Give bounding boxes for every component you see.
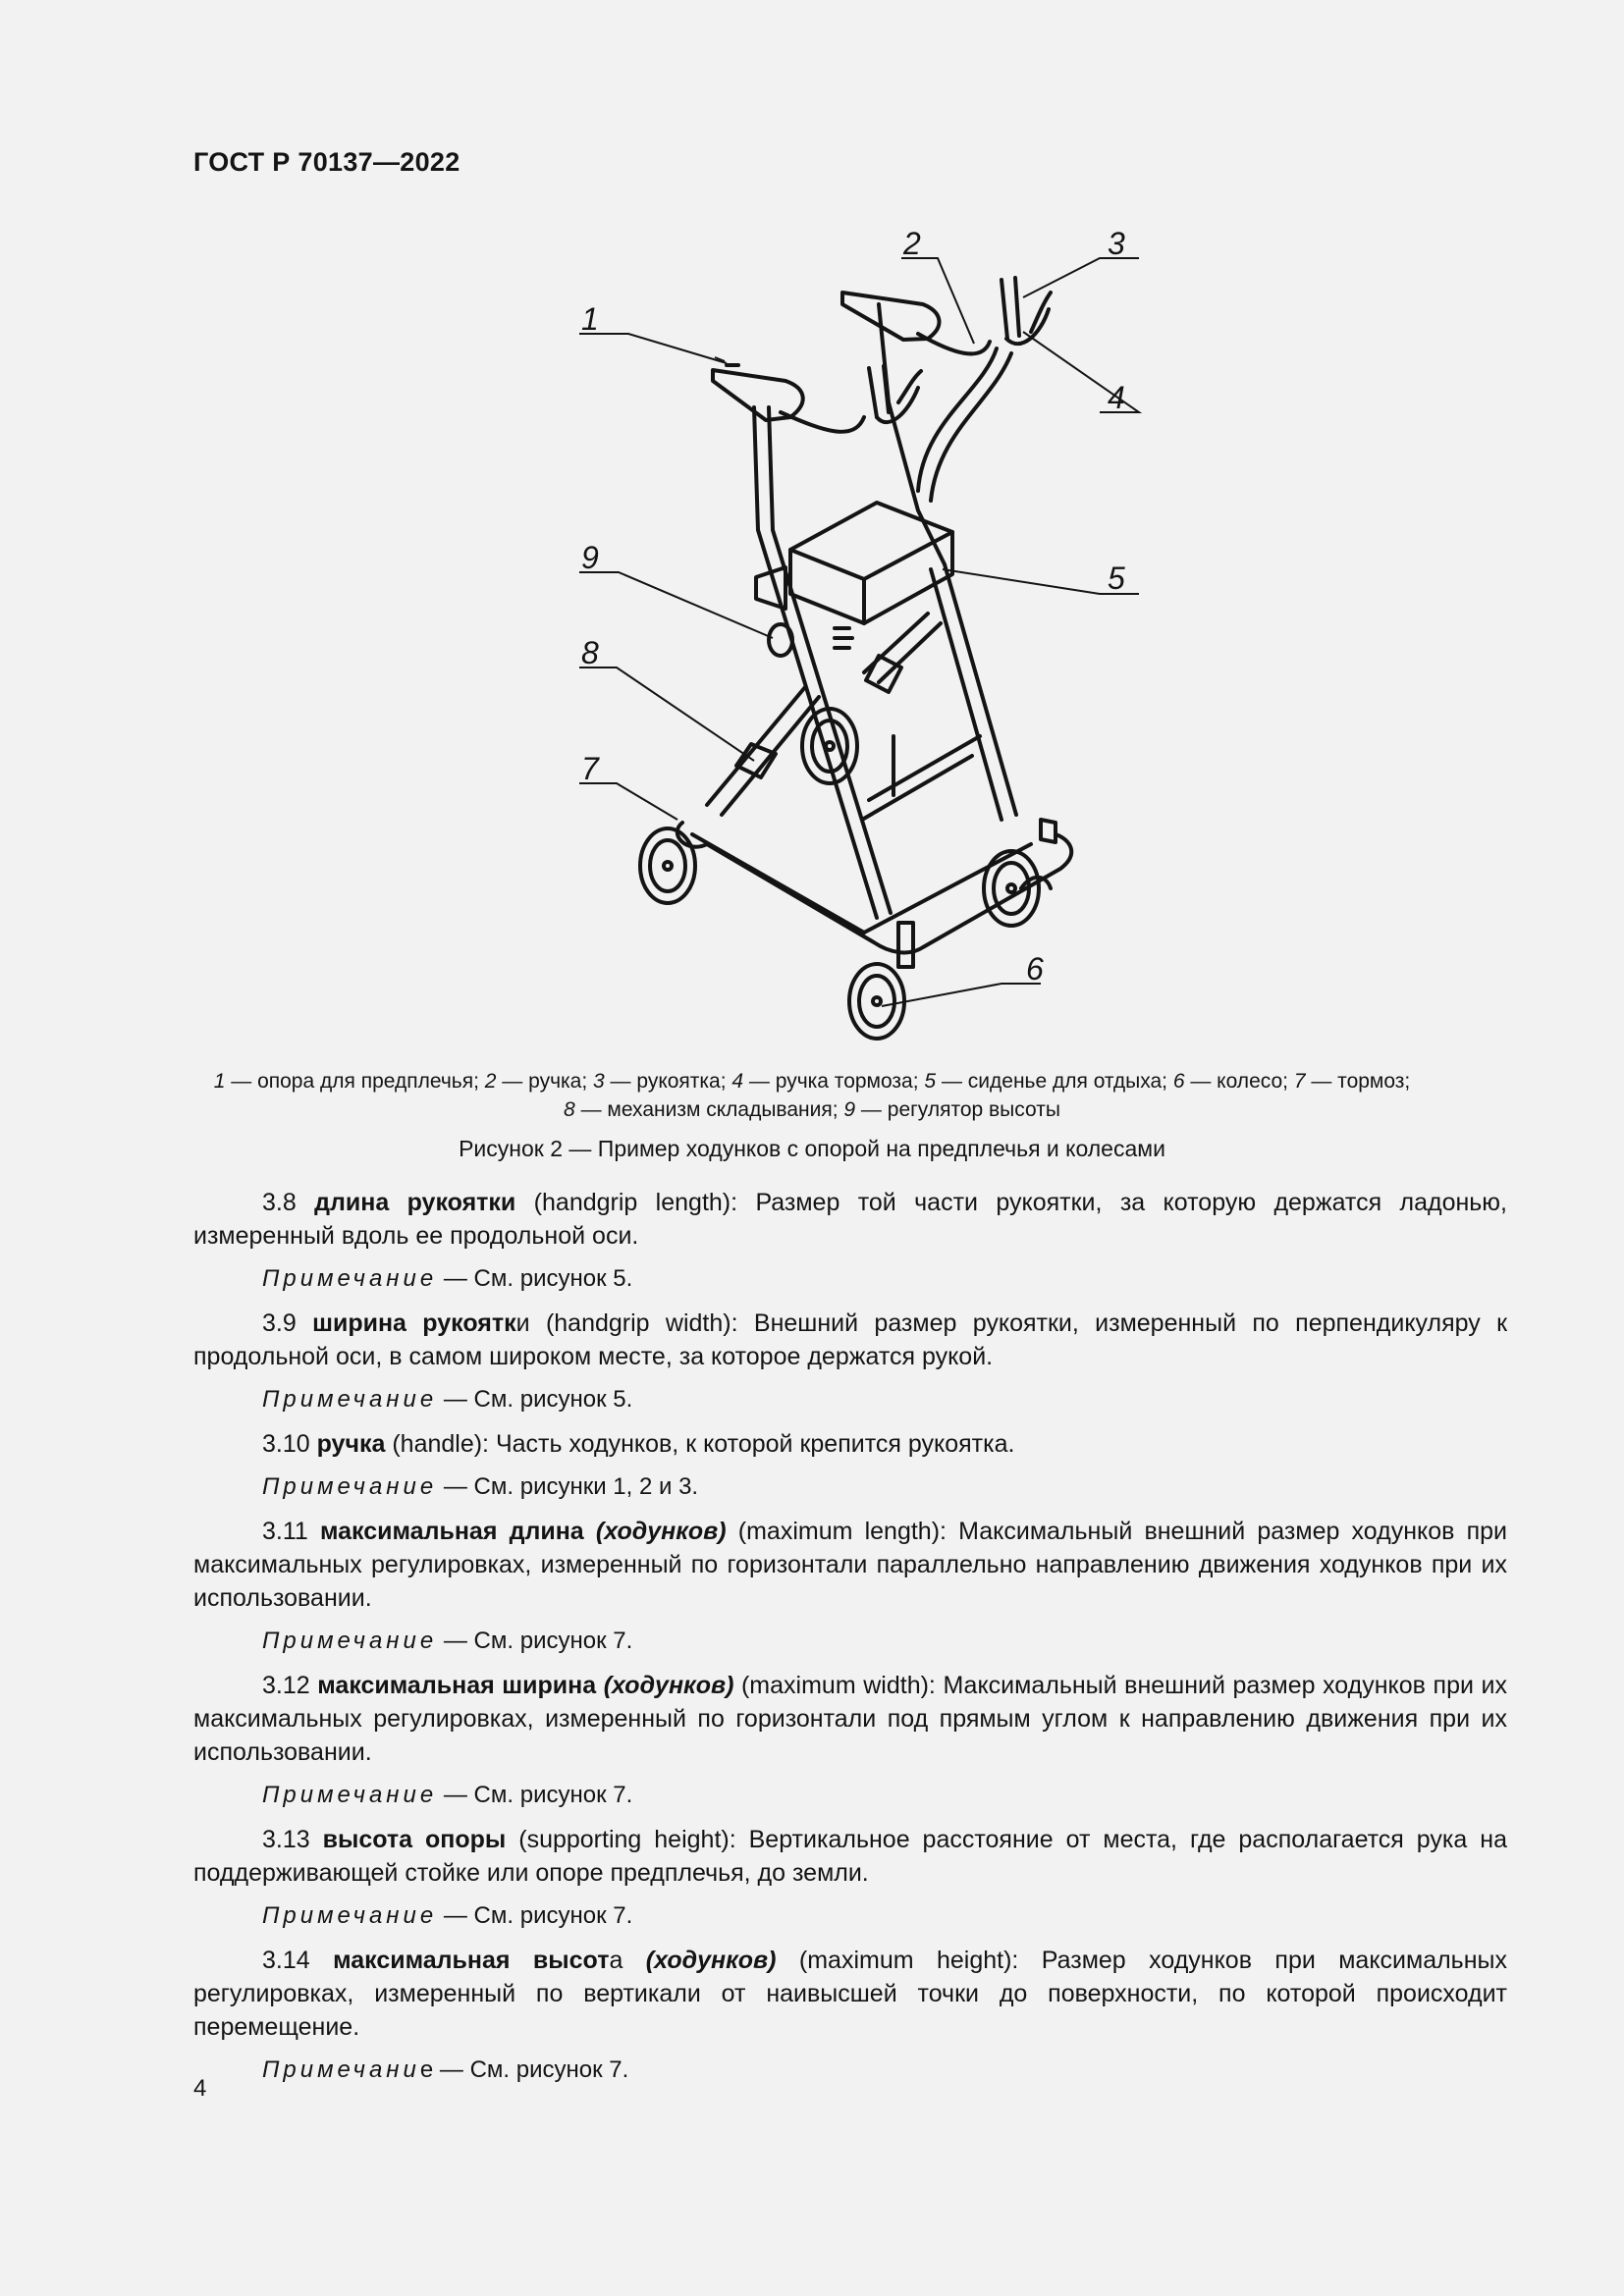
legend-num: 5 — [924, 1070, 937, 1093]
note — [262, 1262, 1507, 1296]
term-tail: и — [515, 1309, 530, 1337]
document-body — [193, 1186, 1507, 2098]
legend-text: — опора для предплечья; — [225, 1070, 485, 1093]
definition-paragraph — [193, 1669, 1507, 1769]
legend-num: 2 — [484, 1070, 497, 1093]
legend-num: 7 — [1293, 1070, 1306, 1093]
callout-7: 7 — [581, 751, 599, 786]
page-number: 4 — [193, 2075, 207, 2102]
definition-text: (supporting height): Вертикальное расстояние от места, где располагается рука на поддерживающей стойке или опоре предплечья, до земли. — [193, 1826, 1507, 1887]
callout-1: 1 — [581, 301, 599, 337]
legend-line-2 — [157, 1095, 1467, 1124]
term-qualifier: (ходунков) — [623, 1947, 777, 1974]
definition-paragraph — [193, 1823, 1507, 1890]
term: максимальная высот — [333, 1947, 610, 1974]
note-text: — См. рисунок 7. — [437, 1782, 633, 1808]
term: максимальная ширина — [317, 1672, 604, 1699]
document-header: ГОСТ Р 70137—2022 — [193, 147, 460, 177]
legend-text: — механизм складывания; — [574, 1098, 844, 1121]
note-text: — См. рисунок 7. — [437, 1902, 633, 1929]
section-number: 3.8 — [262, 1189, 315, 1216]
term: длина рукоятки — [314, 1189, 516, 1216]
callout-2: 2 — [903, 226, 921, 261]
note-text: — См. рисунки 1, 2 и 3. — [437, 1473, 699, 1500]
legend-text: — тормоз; — [1305, 1070, 1411, 1093]
note-label: Примечани — [262, 2056, 420, 2083]
legend-num: 3 — [593, 1070, 605, 1093]
note-label: Примечание — [262, 1265, 438, 1292]
note — [262, 1470, 1507, 1504]
legend-text: — ручка; — [496, 1070, 594, 1093]
legend-num: 4 — [731, 1070, 744, 1093]
legend-num: 6 — [1172, 1070, 1185, 1093]
note — [262, 2054, 1507, 2087]
term-tail: а — [609, 1947, 623, 1974]
note — [262, 1779, 1507, 1812]
legend-text: — сиденье для отдыха; — [936, 1070, 1173, 1093]
term: высота опоры — [322, 1826, 507, 1853]
note — [262, 1899, 1507, 1933]
term: ширина рукоятк — [312, 1309, 516, 1337]
note-label: Примечание — [262, 1782, 438, 1808]
term: максимальная длина — [319, 1518, 596, 1545]
note — [262, 1625, 1507, 1658]
callout-8: 8 — [581, 635, 599, 670]
note-text: — См. рисунок 7. — [433, 2056, 629, 2083]
definition-paragraph — [193, 1944, 1507, 2044]
legend-num: 8 — [564, 1098, 575, 1121]
definition-text: (maximum width): Максимальный внешний размер ходунков при их максимальных регулировках, измеренный по горизонтали под прямым углом к направлению движения при их использовании. — [193, 1672, 1507, 1766]
note-text: — См. рисунок 5. — [437, 1265, 633, 1292]
note-label: Примечание — [262, 1628, 438, 1654]
term-qualifier: (ходунков) — [603, 1672, 734, 1699]
note-label-tail: е — [419, 2056, 434, 2083]
section-number: 3.12 — [262, 1672, 318, 1699]
legend-num: 1 — [213, 1070, 226, 1093]
legend-line-1 — [157, 1067, 1467, 1095]
legend-text: — регулятор высоты — [855, 1098, 1060, 1121]
term-qualifier: (ходунков) — [595, 1518, 727, 1545]
definition-paragraph — [193, 1427, 1507, 1461]
callout-3: 3 — [1108, 226, 1125, 261]
definition-paragraph — [193, 1515, 1507, 1615]
definition-text: (maximum length): Максимальный внешний размер ходунков при максимальных регулировках, измеренный по горизонтали параллельно направлению движения ходунков при их использовании. — [193, 1518, 1508, 1612]
section-number: 3.11 — [262, 1518, 320, 1545]
callout-4: 4 — [1108, 380, 1125, 415]
section-number: 3.10 — [262, 1430, 317, 1458]
callout-9: 9 — [581, 540, 599, 575]
figure-caption: Рисунок 2 — Пример ходунков с опорой на предплечья и колесами — [459, 1136, 1165, 1161]
definition-text: (maximum height): Размер ходунков при максимальных регулировках, измеренный по вертикали от наивысшей точки до поверхности, по которой происходит перемещение. — [193, 1947, 1507, 2041]
definition-text: (handgrip width): Внешний размер рукоятки, измеренный по перпендикуляру к продольной оси, в самом широком месте, за которое держатся рукой. — [193, 1309, 1508, 1370]
callout-6: 6 — [1026, 951, 1044, 987]
walker-illustration — [0, 0, 1624, 1050]
section-number: 3.9 — [262, 1309, 313, 1337]
definition-text: (handgrip length): Размер той части рукоятки, за которую держатся ладонью, измеренный вдоль ее продольной оси. — [193, 1189, 1508, 1250]
section-number: 3.14 — [262, 1947, 334, 1974]
definition-paragraph — [193, 1307, 1507, 1373]
note-label: Примечание — [262, 1902, 438, 1929]
legend-text: — ручка тормоза; — [743, 1070, 925, 1093]
note-label: Примечание — [262, 1473, 438, 1500]
legend-text: — рукоятка; — [604, 1070, 732, 1093]
legend-text: — колесо; — [1184, 1070, 1294, 1093]
section-number: 3.13 — [262, 1826, 323, 1853]
note — [262, 1383, 1507, 1416]
note-text: — См. рисунок 5. — [437, 1386, 633, 1413]
note-label: Примечание — [262, 1386, 438, 1413]
note-text: — См. рисунок 7. — [437, 1628, 633, 1654]
figure-legend — [157, 1067, 1467, 1124]
callout-5: 5 — [1108, 561, 1125, 596]
definition-text: (handle): Часть ходунков, к которой крепится рукоятка. — [385, 1430, 1015, 1458]
term: ручка — [316, 1430, 386, 1458]
legend-num: 9 — [843, 1098, 856, 1121]
definition-paragraph — [193, 1186, 1507, 1253]
